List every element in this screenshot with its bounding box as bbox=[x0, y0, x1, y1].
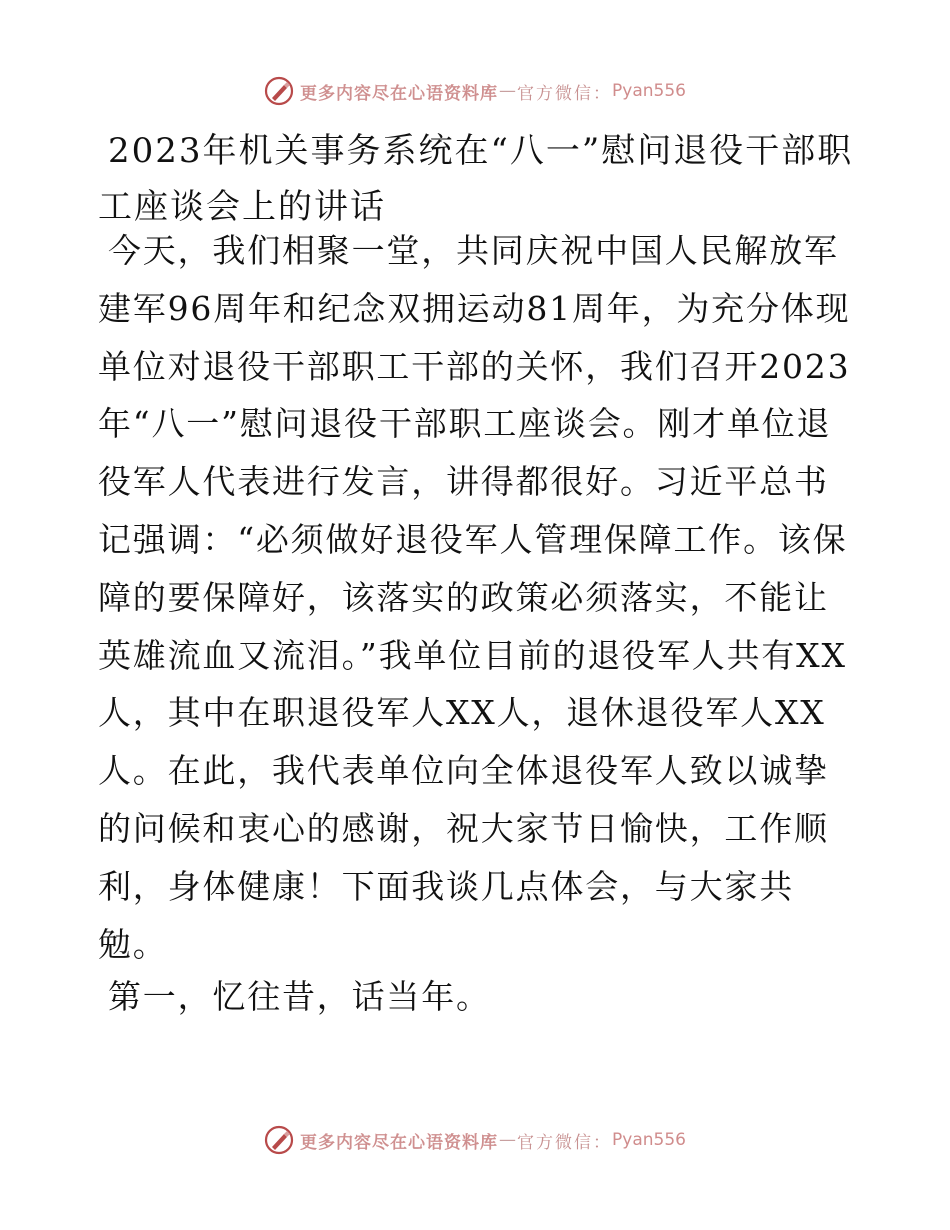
watermark-separator: — bbox=[499, 81, 517, 101]
watermark-wechat-id: Pyan556 bbox=[612, 81, 686, 101]
watermark-separator: — bbox=[499, 1130, 517, 1150]
watermark-wechat-label: 官方微信： bbox=[517, 1132, 613, 1153]
watermark-site-text: 更多内容尽在心语资料库 bbox=[300, 83, 499, 104]
section-1-heading: 第一，忆往昔，话当年。 bbox=[108, 977, 491, 1016]
document-title: 2023年机关事务系统在“八一”慰问退役干部职工座谈会上的讲话 bbox=[98, 131, 854, 227]
watermark-wechat-label: 官方微信： bbox=[517, 83, 613, 104]
header-watermark bbox=[0, 71, 950, 111]
watermark-wechat-id: Pyan556 bbox=[612, 1130, 686, 1150]
watermark-site-text: 更多内容尽在心语资料库 bbox=[300, 1132, 499, 1153]
paragraph-1: 今天，我们相聚一堂，共同庆祝中国人民解放军建军96周年和纪念双拥运动81周年，为充分体现单位对退役干部职工干部的关怀，我们召开2023年“八一”慰问退役干部职工座谈会。刚才单位退役军人代表进行发言，讲得都很好。习近平总书记强调：“必须做好退役军人管理保障工作。该保障的要保障好，该落实的政策必须落实，不能让英雄流血又流泪。”我单位目前的退役军人共有XX人，其中在职退役军人XX人，退休退役军人XX人。在此，我代表单位向全体退役军人致以诚挚的问候和衷心的感谢，祝大家节日愉快，工作顺利，身体健康！下面我谈几点体会，与大家共勉。 bbox=[98, 231, 851, 964]
pen-logo-icon bbox=[264, 1125, 294, 1155]
footer-watermark bbox=[0, 1120, 950, 1160]
pen-logo-icon bbox=[264, 76, 294, 106]
